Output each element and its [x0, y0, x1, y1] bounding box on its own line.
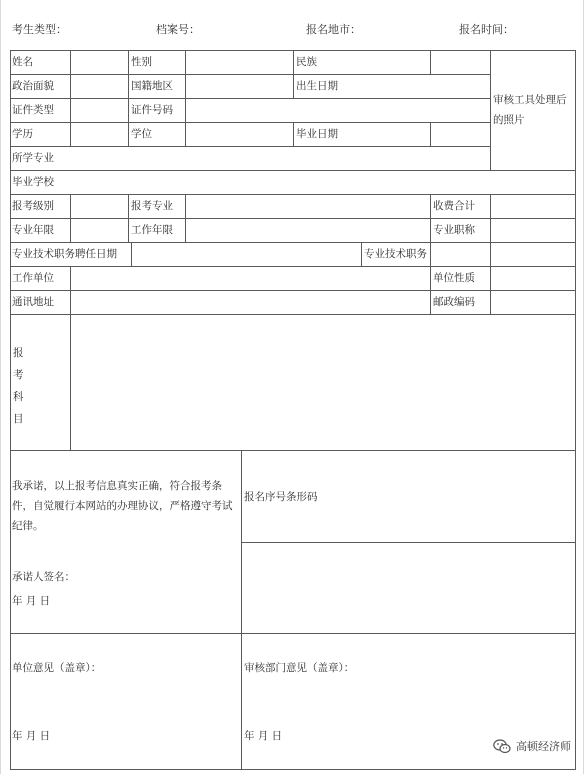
- id-type-label: 证件类型: [12, 104, 54, 116]
- subjects-label: 报考科目: [13, 347, 24, 425]
- id-number-label: 证件号码: [131, 104, 173, 116]
- school-label: 毕业学校: [12, 176, 54, 188]
- title-appointment-date-label: 专业技术职务聘任日期: [12, 248, 117, 260]
- registration-form-table: [10, 50, 576, 770]
- signature-label: 承诺人签名：: [12, 571, 75, 583]
- graduation-date-label: 毕业日期: [296, 128, 338, 140]
- ethnicity-label: 民族: [296, 56, 317, 68]
- major-label: 所学专业: [12, 152, 54, 164]
- barcode-label: 报名序号条形码: [244, 491, 318, 503]
- employer-type-label: 单位性质: [433, 272, 475, 284]
- degree-label: 学位: [131, 128, 152, 140]
- pledge-date: 年 月 日: [12, 595, 51, 607]
- address-label: 通讯地址: [12, 296, 54, 308]
- gender-label: 性别: [131, 56, 152, 68]
- wechat-icon: [493, 739, 511, 754]
- tech-position-label: 专业技术职务: [364, 248, 427, 260]
- exam-city-label: 报名地市：: [306, 23, 361, 36]
- unit-opinion-date: 年 月 日: [12, 730, 51, 742]
- education-label: 学历: [12, 128, 33, 140]
- file-number-label: 档案号：: [156, 23, 200, 36]
- working-years-label: 工作年限: [131, 224, 173, 236]
- exam-major-label: 报考专业: [131, 200, 173, 212]
- pledge-text: 我承诺，以上报考信息真实正确，符合报考条件，自觉履行本网站的办理协议，严格遵守考试纪律。: [12, 480, 233, 532]
- photo-area-note: 审核工具处理后的照片: [493, 94, 567, 126]
- exam-level-label: 报考级别: [12, 200, 54, 212]
- postcode-label: 邮政编码: [433, 296, 475, 308]
- watermark: [493, 738, 571, 754]
- review-opinion-date: 年 月 日: [244, 730, 283, 742]
- registration-time-label: 报名时间：: [459, 23, 514, 36]
- profession-years-label: 专业年限: [12, 224, 54, 236]
- political-status-label: 政治面貌: [12, 80, 54, 92]
- total-fee-label: 收费合计: [433, 200, 475, 212]
- candidate-type-label: 考生类型：: [12, 23, 67, 36]
- employer-label: 工作单位: [12, 272, 54, 284]
- professional-title-label: 专业职称: [433, 224, 475, 236]
- birth-date-label: 出生日期: [296, 80, 338, 92]
- review-opinion-label: 审核部门意见（盖章）：: [244, 662, 355, 674]
- name-label: 姓名: [12, 56, 33, 68]
- nationality-label: 国籍地区: [131, 80, 173, 92]
- watermark-text: 高顿经济师: [516, 740, 571, 753]
- unit-opinion-label: 单位意见（盖章）：: [12, 662, 102, 674]
